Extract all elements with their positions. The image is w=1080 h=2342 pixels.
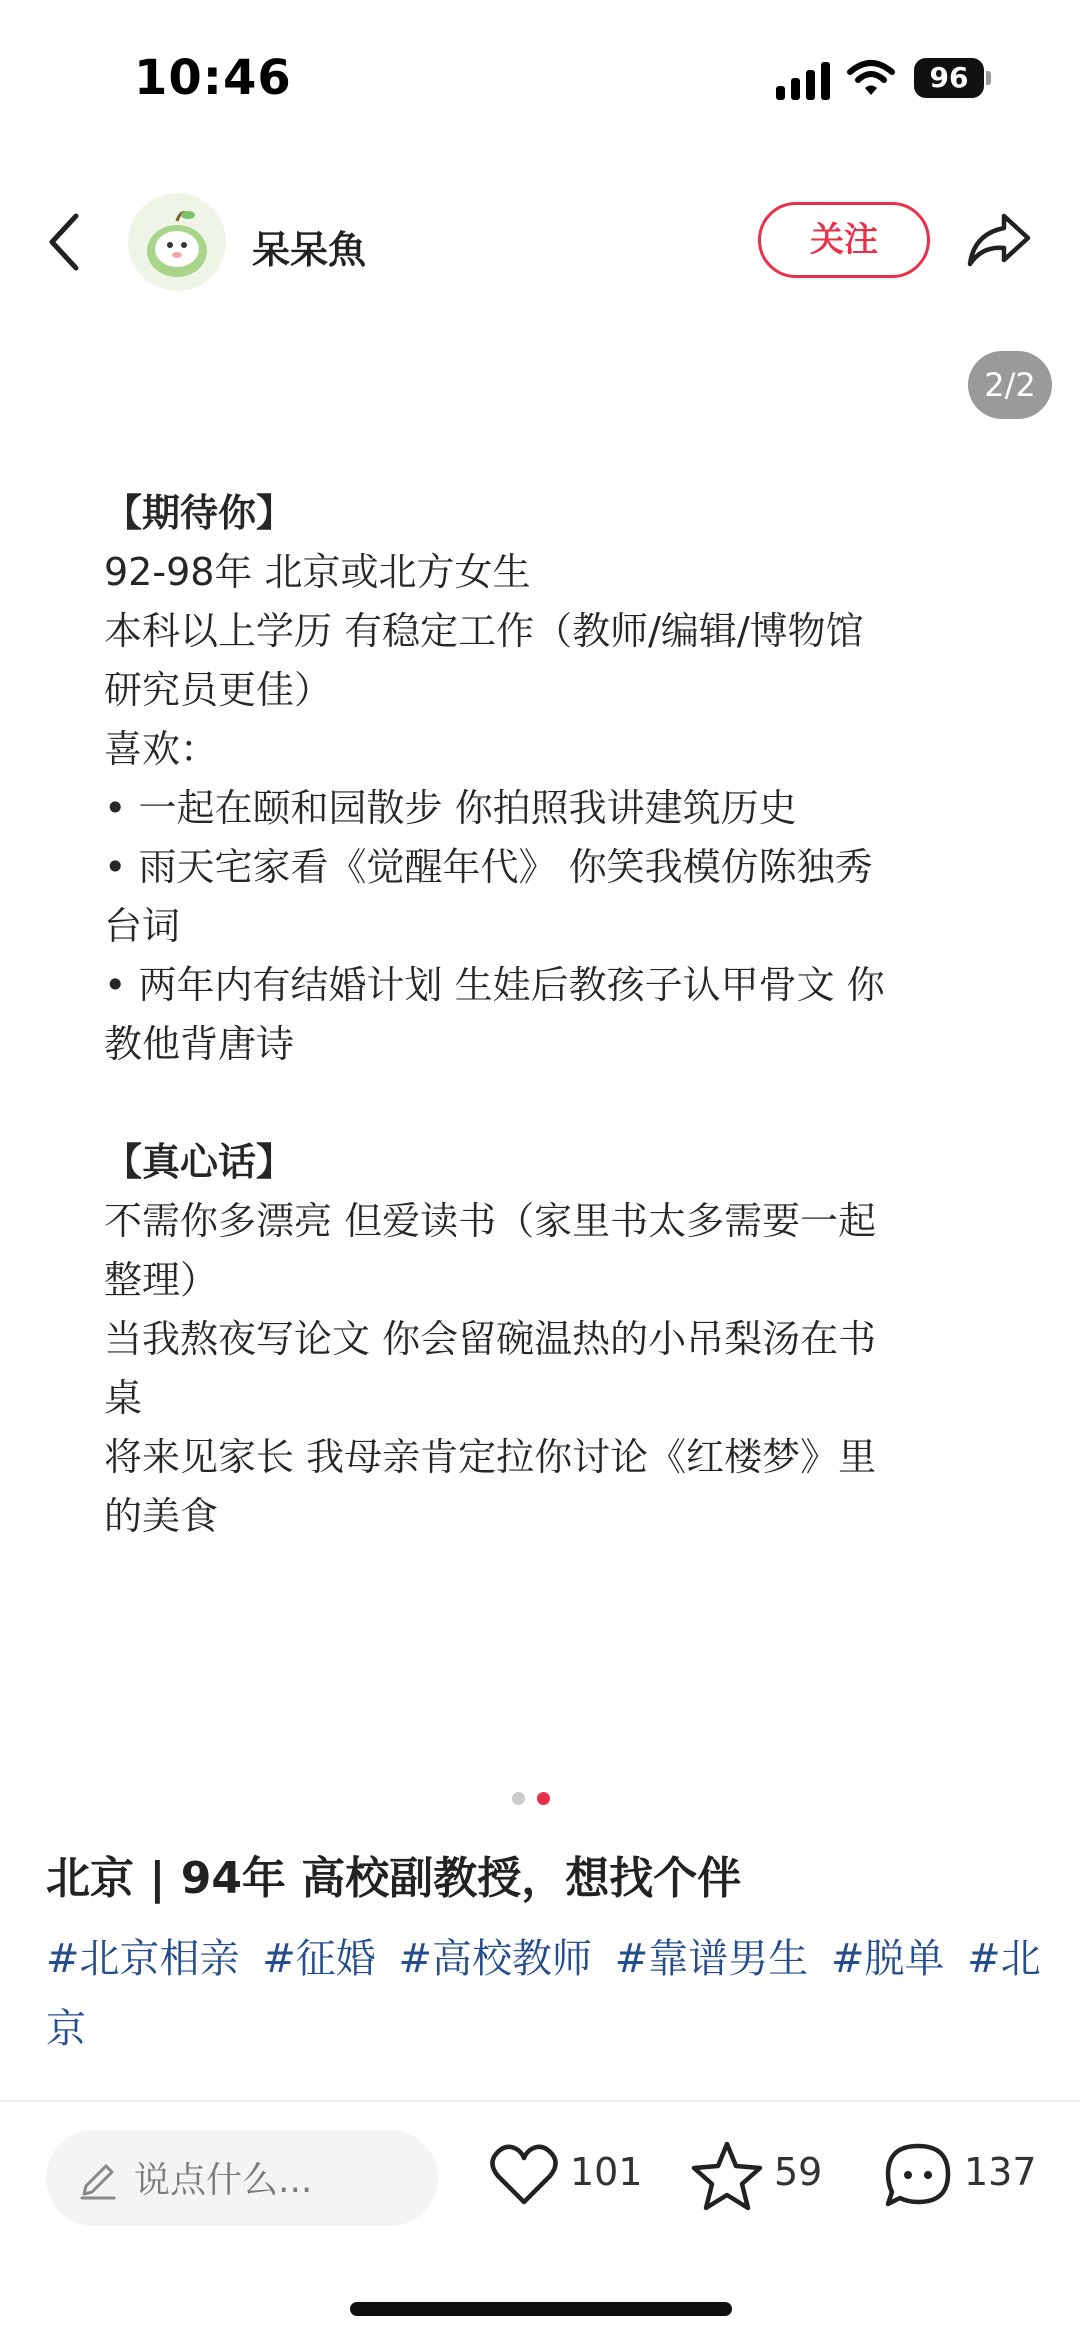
content-line: 研究员更佳） (104, 668, 333, 712)
collect-icon[interactable] (690, 2140, 764, 2212)
content-line: 【期待你】 (104, 491, 295, 535)
content-line: 桌 (104, 1376, 143, 1420)
content-line: 的美食 (104, 1494, 219, 1538)
collect-count: 59 (774, 2150, 823, 2194)
content-line: 台词 (104, 904, 181, 948)
tag-link[interactable]: #靠谱男生 (614, 1936, 809, 1982)
avatar[interactable] (128, 193, 226, 291)
status-time: 10:46 (134, 50, 292, 106)
content-line: • 雨天宅家看《觉醒年代》 你笑我模仿陈独秀 (104, 845, 873, 889)
tag-link[interactable]: #征婚 (262, 1936, 376, 1982)
tag-list (46, 1924, 1046, 2064)
username[interactable]: 呆呆魚 (252, 228, 367, 272)
content-line: • 两年内有结婚计划 生娃后教孩子认甲骨文 你 (104, 963, 885, 1007)
carousel-dot (512, 1792, 525, 1805)
home-indicator (350, 2302, 732, 2316)
comment-placeholder: 说点什么... (134, 2160, 313, 2201)
tag-link[interactable]: #北京 (46, 1936, 1041, 2052)
share-icon[interactable] (966, 210, 1032, 270)
pencil-icon (78, 2156, 118, 2200)
battery-tip (986, 71, 991, 85)
signal-icon (776, 60, 832, 100)
tag-link[interactable]: #脱单 (830, 1936, 945, 1982)
content-line: • 一起在颐和园散步 你拍照我讲建筑历史 (104, 786, 797, 830)
content-line: 不需你多漂亮 但爱读书（家里书太多需要一起 (104, 1199, 877, 1243)
post-title: 北京 | 94年 高校副教授，想找个伴 (46, 1853, 742, 1904)
carousel-dots (512, 1790, 562, 1809)
content-line: 将来见家长 我母亲肯定拉你讨论《红楼梦》里 (104, 1435, 877, 1479)
content-gap (104, 1074, 984, 1133)
content-line: 当我熬夜写论文 你会留碗温热的小吊梨汤在书 (104, 1317, 877, 1361)
divider (0, 2100, 1080, 2102)
battery-icon: 96 (914, 58, 984, 98)
tag-link[interactable]: #高校教师 (398, 1936, 592, 1982)
follow-button[interactable]: 关注 (758, 202, 930, 278)
back-button[interactable] (44, 210, 84, 274)
content-line: 教他背唐诗 (104, 1022, 295, 1066)
tag-link[interactable]: #北京相亲 (46, 1936, 240, 1982)
image-page-indicator: 2/2 (968, 351, 1052, 419)
content-line: 整理） (104, 1258, 219, 1302)
comment-count: 137 (964, 2150, 1037, 2194)
post-image-content (104, 484, 984, 1546)
content-line: 【真心话】 (104, 1140, 295, 1184)
like-count: 101 (570, 2150, 643, 2194)
content-line: 喜欢： (104, 727, 219, 771)
content-line: 本科以上学历 有稳定工作（教师/编辑/博物馆 (104, 609, 864, 653)
wifi-icon (846, 58, 896, 98)
carousel-dot-active (537, 1792, 550, 1805)
comment-icon[interactable] (882, 2140, 954, 2212)
like-icon[interactable] (488, 2140, 560, 2210)
content-line: 92-98年 北京或北方女生 (104, 550, 531, 594)
